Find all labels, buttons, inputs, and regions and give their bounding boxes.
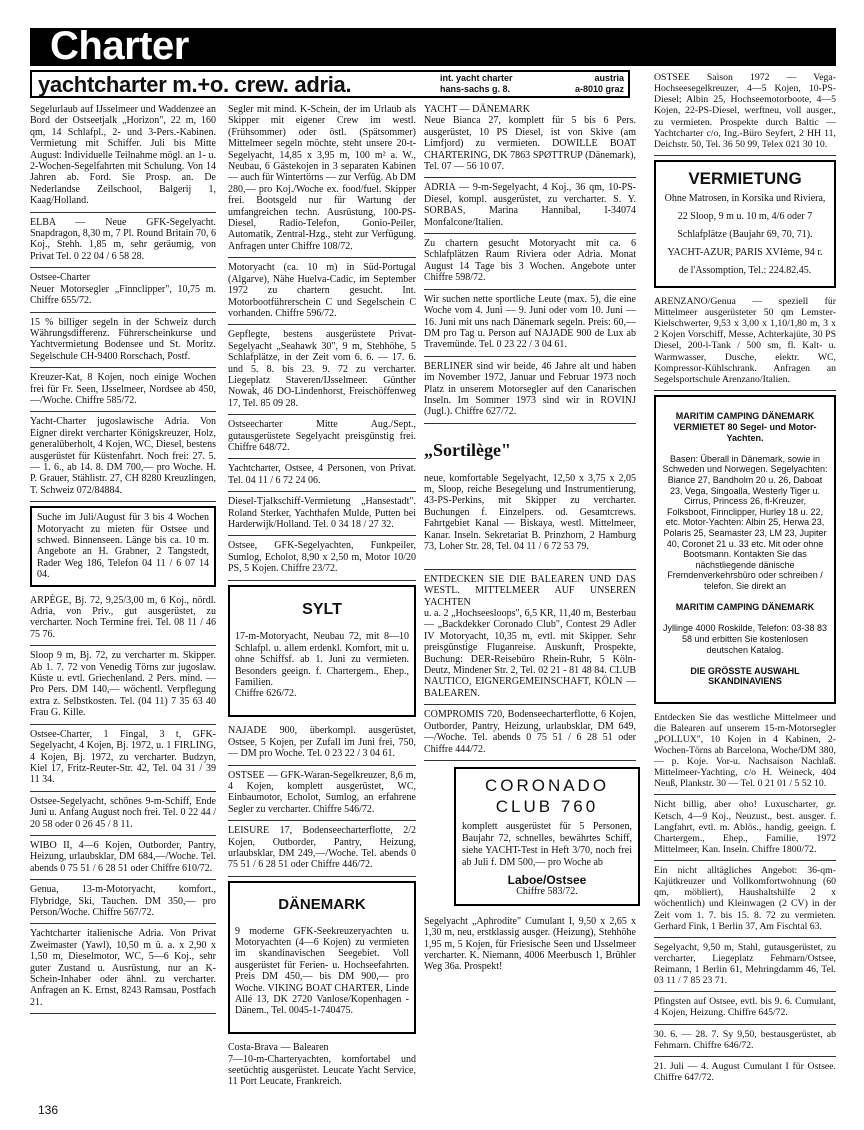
classified-ad: COMPROMIS 720, Bodenseecharterflotte, 6 Kojen, Outborder, Pantry, Heizung, urlaubsklar, DM 649,—/Woche. Tel. abends 0 75 51 / 6 28 51 oder Chiffre 444/72.: [424, 705, 636, 761]
daenemark-body: 9 moderne GFK-Seekreuzeryachten u. Motoryachten (4—6 Kojen) zu vermieten im skandinavischen Seegebiet. Voll ausgerüstet für Ferien- u. Hochseefahrten. Preis DM 450,— bis DM 900,— pro Woche. VIKING BOAT CHARTER, Linde Allé 13, DK 2720 Vanlose/Kopenhagen - Dänem., Tel. 0045-1-740475.: [235, 925, 409, 1017]
classified-ad: Yachtcharter italienische Adria. Von Privat Zweimaster (Yawl), 10,50 m ü. a. x 2,90 x 1,50 m, Dieselmotor, WC, 5—6 Koj., sehr guter Zustand u. Ausrüstung, nur an K-Schein-Inhaber oder ähnl. zu vercharter. Anfragen an K. Ernst, 8243 Ramsau, Postfach 21.: [30, 924, 216, 1014]
classified-ad: Ostsee-Segelyacht, schönes 9-m-Schiff, Ende Juni u. Anfang August noch frei. Tel. 0 22 44 / 20 58 oder 0 26 45 / 8 11.: [30, 792, 216, 836]
vermietung-body: Ohne Matrosen, in Korsika und Riviera, 22 Sloop, 9 m u. 10 m, 4/6 oder 7 Schlafplätze (Baujahr 69, 70, 71). YACHT-AZUR, PARIS XVIème, 94 r. de l'Assomption, Tel.: 224.82.45.: [664, 192, 826, 276]
classified-ad: 15 % billiger segeln in der Schweiz durch Währungsdifferenz. Führerscheinkurse und Yachtvermietung Bodensee und St. Moritz. Segelschule CH-9400 Rorschach, Postf.: [30, 313, 216, 369]
classified-ad: Kreuzer-Kat, 8 Kojen, noch einige Wochen frei für Fr. Seen, IJsselmeer, Nordsee ab 450,—/Woche. Chiffre 585/72.: [30, 368, 216, 412]
classified-ad: BERLINER sind wir beide, 46 Jahre alt und haben im November 1972, Januar und Februar 1973 noch Platz in unserem Motorsegler auf den Canarischen Inseln. Im Sommer 1973 sind wir in ROVINJ (Jugl.). Chiffre 627/72.: [424, 357, 636, 424]
banner-main-text: yachtcharter m.+o. crew. adria.: [38, 72, 352, 97]
yachtcharter-banner: [30, 70, 630, 98]
classified-ad: Segelurlaub auf IJsselmeer und Waddenzee an Bord der Ostseetjalk „Horizon", 22 m, 160 qm, 14 Schlafpl., 2- und 3-Pers.-Kabinen. Vermietung mit Schiffer. Juli bis Mitte August: Individuelle Teilnahme mögl. an 1- u. 2-Wochen-Segelfahrten mit Schulung. Von 14 Jahren ab. Ford. Sie Prosp. an. De Nederlandse Zeilschool, Balgerij 1, Kaag/Holland.: [30, 100, 216, 213]
classified-ad: ELBA — Neue GFK-Segelyacht. Snapdragon, 8,30 m, 7 Pl. Round Britain 70, 6 Koj., Stehh. 1,85 m, sehr geräumig, von Privat Tel. 0 22 04 / 6 58 28.: [30, 213, 216, 269]
coronado-body: komplett ausgerüstet für 5 Personen, Baujahr 72, schnelles, bewährtes Schiff, siehe YACHT-Test in Heft 3/70, noch frei ab Juli f. DM 500,— pro Woche ab: [462, 820, 632, 868]
page-number: 136: [38, 1103, 59, 1117]
maritim-footer: MARITIM CAMPING DÄNEMARK: [675, 602, 815, 613]
coronado-heading-1: CORONADO: [484, 775, 610, 795]
classified-ad: Zu chartern gesucht Motoryacht mit ca. 6 Schlafplätzen Raum Riviera oder Adria. Monat August 14 Tage bis 3 Wochen. Angebote unter Chiffre 598/72.: [424, 234, 636, 290]
coronado-location: Laboe/Ostsee: [507, 872, 587, 887]
classified-ad: ENTDECKEN SIE DIE BALEAREN UND DAS WESTL. MITTELMEER AUF UNSEREN YACHTEN u. a. 2 „Hochseesloops", 6,5 KR, 11,40 m, Besterbau — „Backdekker Coronado Club", Contest 29 Adler IV Motoryacht, 10,35 m, evtl. mit Skipper. Sehr preisgünstige Fluganreise. Auskunft, Prospekte, Buchung: DER-Reisebüro Rhein-Ruhr, 5 Köln-Deutz, Mindener Str. 2, Tel. 02 21 - 81 48 84. CLUB NAUTICO, EIGNERGEMEINSCHAFT, KÖLN — BALEAREN.: [424, 570, 636, 705]
column-4: [654, 68, 836, 1088]
column-3: [424, 100, 636, 978]
sylt-heading: SYLT: [302, 601, 342, 619]
classified-ad: Sloop 9 m, Bj. 72, zu vercharter m. Skipper. Ab 1. 7. 72 von Venedig Törns zur jugoslaw. Küste u. evtl. Griechenland. 2 Pers. mind. — Pro Pers. DM 140,— wöchentl. Verpflegung extra z. Selbstkosten. Tel. (04 11) 7 35 63 40 Frau G. Kille.: [30, 646, 216, 724]
column-1: [30, 100, 216, 1014]
vermietung-ad-box: [654, 160, 836, 288]
maritim-address: Jyllinge 4000 Roskilde, Telefon: 03-38 83 58 und erbitten Sie kostenlosen deutschen Katalog.: [663, 623, 827, 655]
vermietung-heading: VERMIETUNG: [688, 168, 802, 188]
sortilege-ad: [424, 424, 636, 570]
coronado-chiffre: Chiffre 583/72.: [516, 886, 578, 898]
maritim-heading: MARITIM CAMPING DÄNEMARK VERMIETET 80 Segel- und Motor-Yachten.: [673, 411, 817, 443]
classified-ad: Segelyacht „Aphrodite" Cumulant I, 9,50 x 2,65 x 1,30 m, neu, erstklassig ausger. (Heizung), Stehhöhe 1,95 m, 5 Kojen, für Friesische Seen und IJsselmeer vercharter. K. Niemann, 4006 Meerbusch 1, Brühler Weg 36a. Prospekt!: [424, 915, 636, 973]
classified-ad: YACHT — DÄNEMARK Neue Bianca 27, komplett für 5 bis 6 Pers. ausgerüstet, 10 PS Diesel, ist von Skive (am Limfjord) zu vermieten. DOWILLE BOAT CHARTERING, DK 7863 SPØTTRUP (Dänemark), Tel. 07 — 56 10 07.: [424, 100, 636, 178]
classified-ad: Pfingsten auf Ostsee, evtl. bis 9. 6. Cumulant, 4 Kojen, Heizung. Chiffre 645/72.: [654, 992, 836, 1024]
sylt-body: 17-m-Motoryacht, Neubau 72, mit 8—10 Schlafpl. u. allem erdenkl. Komfort, mit u. ohne Schiffsf. ab 1. Juni zu vermieten. Besonders geeign. f. Chartergem., Ehep., Familien. Chiffre 626/72.: [235, 631, 409, 700]
classified-ad: Ostseecharter Mitte Aug./Sept., gutausgerüstete Segelyacht preisgünstig frei. Chiffre 648/72.: [228, 415, 416, 459]
classified-ad: Diesel-Tjalkschiff-Vermietung „Hansestadt". Roland Sterker, Yachthafen Mulde, Putten bei Harderwijk/Holland. Tel. 0 34 18 / 27 32.: [228, 492, 416, 536]
classified-ad: Entdecken Sie das westliche Mittelmeer und die Balearen auf unserem 15-m-Motorsegler „POLLUX", 10 Kojen in 4 Kabinen, 2-Wochen-Törns ab Barcelona, Woche/DM 380,— p. Koje. Vor-u. Nachsaison Nachlaß. Mittelmeer-Yachting, c/o H. Weineck, 404 Neuß, Plankstr. 30 — Tel. 0 21 01 / 5 52 10.: [654, 708, 836, 796]
banner-side-r1: austria: [594, 73, 624, 83]
maritim-body: Basen: Überall in Dänemark, sowie in Schweden und Norwegen. Segelyachten: Biance 27, Bandholm 20 u. 26, Daboat 23, Vega, Singoalla, Westerly Tiger u. Cirrus, Princess 26, fl-Kreuzer, Folksboot, Finnclipper, Hurley 18 u. 22, etc. Motor-Yachten: Albin 25, Herwa 23, Polaris 25, Seamaster 23, LM 23, Jupiter 40, Coronet 21 u. 33 etc. Mit oder ohne Bootsmann. Kontakten Sie das nächstliegende dänische Fremdenverkehrsbüro oder schreiben / telefon. Sie direkt an: [662, 453, 828, 591]
daenemark-heading: DÄNEMARK: [278, 896, 366, 914]
maritim-ad-box: [654, 395, 836, 704]
classified-ad: OSTSEE — GFK-Waran-Segelkreuzer, 8,6 m, 4 Kojen, komplett ausgerüstet, WC, Einbaumotor, Echolot, Sumlog, an erfahrene Segler zu vercharter. Chiffre 546/72.: [228, 766, 416, 822]
classified-ad: Ostsee, GFK-Segelyachten, Funkpeiler, Sumlog, Echolot, 8,90 x 2,50 m, Motor 10/20 PS, 5 Kojen. Chiffre 23/72.: [228, 536, 416, 580]
classified-ad: Gepflegte, bestens ausgerüstete Privat-Segelyacht „Seahawk 30", 9 m, Stehhöhe, 5 Schlafplätze, in der Zeit vom 6. 6. — 17. 6. und 5. 8. bis 23. 9. 72 zu vercharter. Liegeplatz Staveren/IJsselmeer. Günther Nowak, 46 DO-Lindenhorst, Freischöffenweg 17, Tel. 85 09 28.: [228, 325, 416, 415]
classified-ad: 21. Juli — 4. August Cumulant I für Ostsee. Chiffre 647/72.: [654, 1060, 836, 1083]
classified-ad: ARENZANO/Genua — speziell für Mittelmeer ausgerüsteter 50 qm Lemster-Kielschwerter, 9,53 x 3,00 x 1,10/1,80 m, 3 x 2 Kojen Vorschiff, Messe, Achterkajüte, 30 PS Diesel, 200-l-Tank / 500 sm, fl. Kalt- u. Warmwasser, Dusche, elektr. WC, Kompressor-Kühlschrank. Anfragen an Segelsportschule Arenzano/Italien.: [654, 292, 836, 391]
sortilege-body: neue, komfortable Segelyacht, 12,50 x 3,75 x 2,05 m, Sloop, reiche Besegelung und Instrumentierung, 43-PS-Perkins, mit Skipper zu vercharter. Buchungen f. Einzelpers. od. Gesamtcrews. Fahrtgebiet Kanal — Biskaya, westl. Mittelmeer, Kanar. Inseln. Sekretariat B. Prinzhorn, 2 Hamburg 73, Loher Str. 28, Tel. 04 11 / 6 72 53 79.: [424, 472, 636, 552]
classified-ad: ARPÈGE, Bj. 72, 9,25/3,00 m, 6 Koj., nördl. Adria, von Priv., gut ausgerüstet, zu vercharter. Noch Termine frei. Tel. 08 11 / 46 75 76.: [30, 591, 216, 647]
classified-ad: Nicht billig, aber oho! Luxuscharter, gr. Ketsch, 4—9 Koj., Neuzust., best. ausger. f. Langfahrt, evtl. m. Ablös., handig, geeign. f. Chartergem., Ehep., Familie, 1972 Mittelmeer, Kan. Inseln. Chiffre 1800/72.: [654, 795, 836, 861]
classified-ad: LEISURE 17, Bodenseecharterflotte, 2/2 Kojen, Outborder, Pantry, Heizung, urlaubsklar, DM 249,—/Woche. Tel. abends 0 75 51 / 6 28 51 oder Chiffre 446/72.: [228, 821, 416, 877]
page-title: Charter: [50, 24, 189, 68]
daenemark-ad-box: [228, 881, 416, 1034]
classified-ad: 30. 6. — 28. 7. Sy 9,50, bestausgerüstet, ab Fehmarn. Chiffre 646/72.: [654, 1025, 836, 1057]
coronado-heading-2: CLUB 760: [495, 796, 599, 816]
classified-ad: Segler mit mind. K-Schein, der im Urlaub als Skipper mit eigener Crew im westl. (Frühsommer) oder östl. (Spätsommer) Mittelmeer segeln möchte, steht unsere 20-t-Segelyacht, 14,85 x 3,95 m, 100 m² a. W., Neubau, 6 Gästekojen in 3 separaten Kabinen — auch für Wintertörns — zur Verfüg. Ab DM 280,— pro Koj./Woche ex. food/fuel. Skipper frei. Bootsgeld nur für Wartung der umfangreichen techn. Ausrüstung, 100-PS-Diesel, Radio-Telefon, Gonio-Peiler, Automatik, Zentral-Hzg., steht zur Verfügung. Anfragen unter Chiffre 108/72.: [228, 100, 416, 258]
banner-side: [440, 73, 624, 95]
classified-ad: Yachtcharter, Ostsee, 4 Personen, von Privat. Tel. 04 11 / 6 72 24 06.: [228, 459, 416, 492]
classified-ad: Genua, 13-m-Motoryacht, komfort., Flybridge, Ski, Tauchen. DM 350,— pro Person/Woche. Chiffre 567/72.: [30, 880, 216, 924]
maritim-slogan: DIE GRÖSSTE AUSWAHL SKANDINAVIENS: [690, 665, 800, 687]
sylt-ad-box: [228, 585, 416, 718]
classified-ad: Segelyacht, 9,50 m, Stahl, gutausgerüstet, zu vercharter, Liegeplatz Fehmarn/Ostsee, Reimann, 1 Berlin 61, Mehringdamm 46, Tel. 03 11 / 7 85 23 71.: [654, 938, 836, 993]
classified-ad: WIBO II, 4—6 Kojen, Outborder, Pantry, Heizung, urlaubsklar, DM 684,—/Woche. Tel. abends 0 75 51 / 6 28 51 oder Chiffre 610/72.: [30, 836, 216, 880]
classified-ad: Motoryacht (ca. 10 m) in Süd-Portugal (Algarve), Nähe Huelva-Cadic, im September 1972 zu chartern gesucht. Int. Motorbootführerschein C und Segelschein C vorhanden. Chiffre 596/72.: [228, 258, 416, 325]
classified-ad: Wir suchen nette sportliche Leute (max. 5), die eine Woche vom 4. Juni — 9. Juni oder vom 10. Juni — 16. Juni mit uns nach Dänemark segeln. Preis: 60,— DM pro Tag u. Person auf NAJADE 900 de Lux ab Travemünde. Tel. 0 23 22 / 3 04 61.: [424, 290, 636, 357]
classified-ad: Ein nicht alltägliches Angebot: 36-qm-Kajütkreuzer und Vollkomfortwohnung (60 qm, möbliert), Haushaltshilfe 2 x wöchentlich) und Kleinwagen (2 CV) in der Zeit vom 1. 7. bis 15. 8. 72 zu vermieten. Gerhard Fink, 1 Berlin 37, Am Fischtal 63.: [654, 861, 836, 938]
classified-ad: Costa-Brava — Balearen 7—10-m-Charteryachten, komfortabel und seetüchtig ausgerüstet. Leucate Yacht Service, 11 Port Leucate, Frankreich.: [228, 1042, 416, 1088]
classified-ad-boxed: Suche im Juli/August für 3 bis 4 Wochen Motoryacht zu mieten für Ostsee und schwed. Binnenseen. Länge bis ca. 10 m. Angebote an H. Grabner, 2 Tangstedt, Rader Weg 186, Telefon 04 11 / 6 07 14 04.: [30, 506, 216, 586]
coronado-ad-box: [454, 767, 640, 906]
classified-ad: OSTSEE Saison 1972 — Vega-Hochseesegelkreuzer, 4—5 Kojen, 10-PS-Diesel; Albin 25, Hochseemotorboote, 4—5 Kojen, 22-PS-Diesel, werftneu, voll ausger., zu vermieten. Prospekte durch Baltic — Yachtcharter c/o, Ing.-Büro Seyfert, 2 HH 11, Deichstr. 50, Tel. 36 50 99, Telex 021 30 10.: [654, 68, 836, 156]
classified-ad: Ostsee-Charter, 1 Fingal, 3 t, GFK-Segelyacht, 4 Kojen, Bj. 1972, u. 1 FIRLING, 4 Kojen, Bj. 1972, zu vercharter. Budzyn, Kiel 17, Fritz-Reuter-Str. 42, Tel. 04 31 / 39 11 34.: [30, 725, 216, 792]
banner-side-r2: a-8010 graz: [574, 84, 624, 94]
classified-ad: NAJADE 900, überkompl. ausgerüstet, Ostsee, 5 Kojen, per Zufall im Juni frei, 750,— DM pro Woche. Tel. 0 23 22 / 3 04 61.: [228, 721, 416, 765]
banner-side-l2: hans-sachs g. 8.: [440, 84, 511, 94]
column-2: [228, 100, 416, 1093]
sortilege-heading: „Sortilège": [424, 440, 511, 461]
classified-ad: Ostsee-Charter Neuer Motorsegler „Finnclipper", 10,75 m. Chiffre 655/72.: [30, 268, 216, 312]
classified-ad: ADRIA — 9-m-Segelyacht, 4 Koj., 36 qm, 10-PS-Diesel, kompl. ausgerüstet, zu vercharter. S. Y. SORBAS, Marina Hannibal, I-34074 Monfalcone/Italien.: [424, 178, 636, 234]
banner-side-l1: int. yacht charter: [440, 73, 513, 83]
classified-ad: Yacht-Charter jugoslawische Adria. Von Eigner direkt vercharter Königskreuzer, Holz, generalüberholt, 4 Kojen, WC, Diesel, bestens ausgerüstet für Küstenfahrt. Noch frei: 27. 5. — 1. 6., ab 14. 8. DM 700,— pro Woche. H. P. Grauer, Stählistr. 27, CH 8280 Kreuzlingen, T. Schweiz 072/84884.: [30, 412, 216, 502]
